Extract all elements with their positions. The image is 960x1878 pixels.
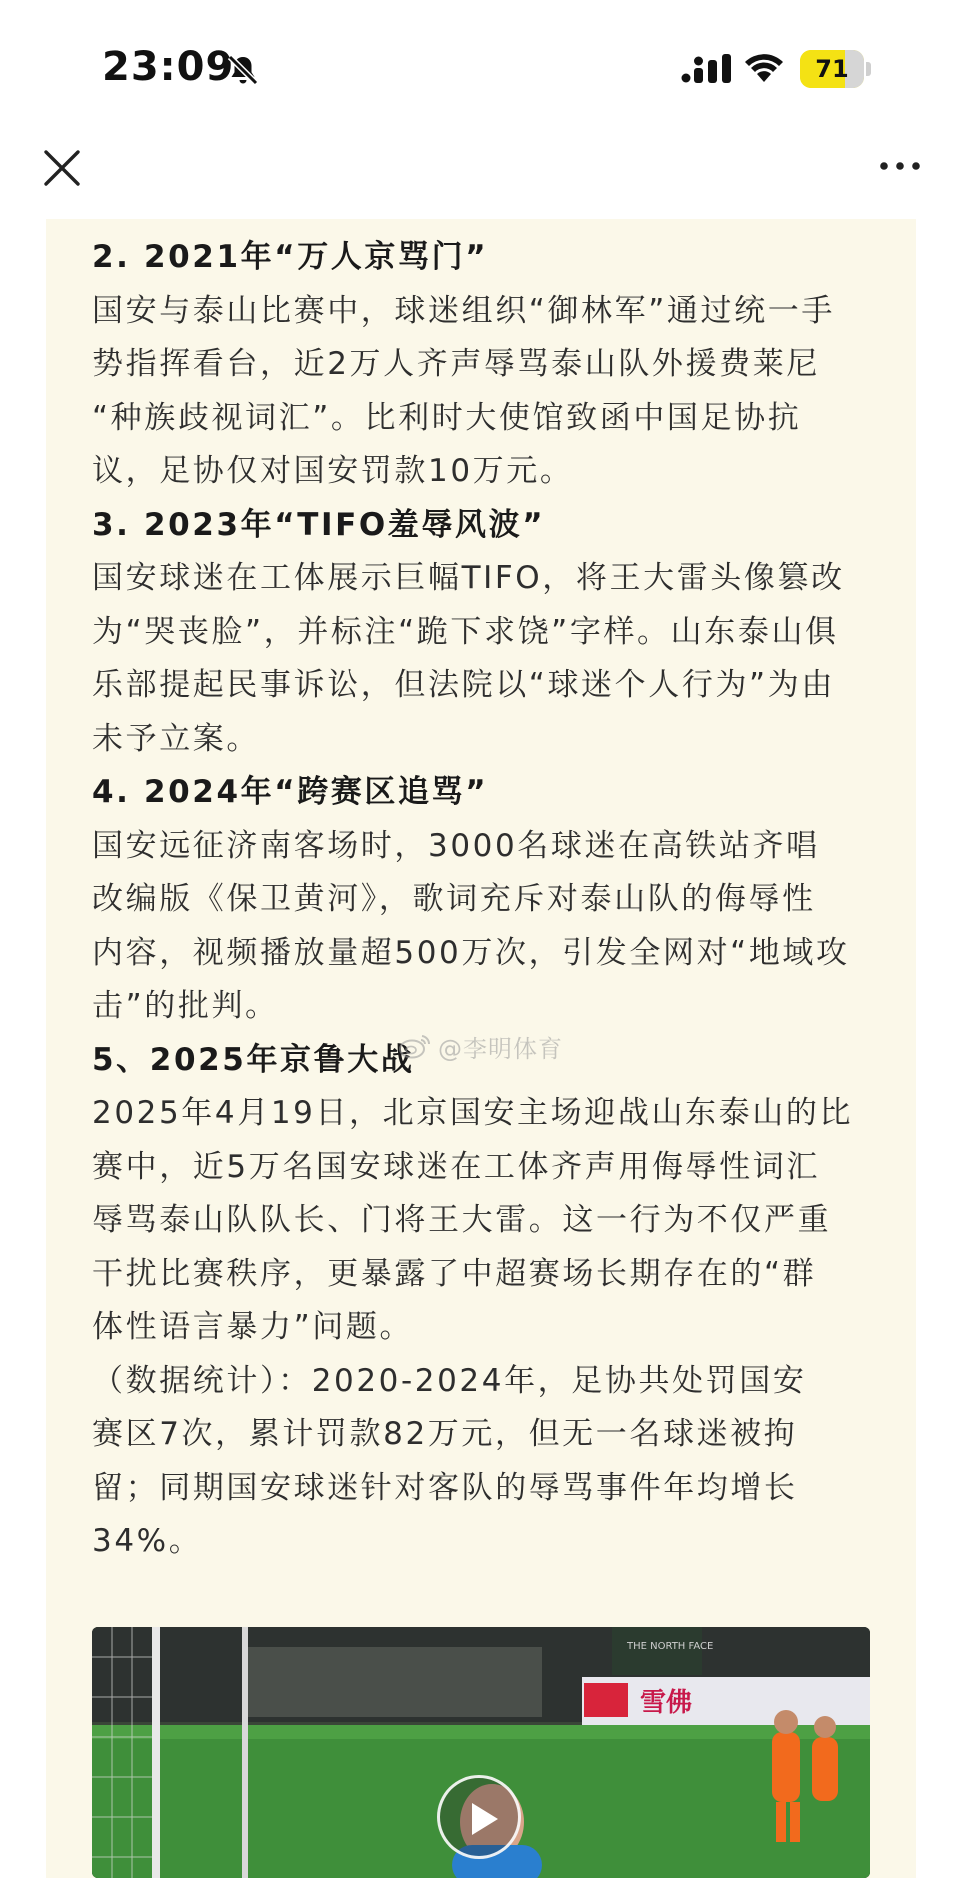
paragraph-line: 2025年4月19日，北京国安主场迎战山东泰山的比: [92, 1095, 854, 1131]
paragraph-line: “种族歧视词汇”。比利时大使馆致函中国足协抗: [92, 399, 802, 436]
paragraph-line: 赛中，近5万名国安球迷在工体齐声用侮辱性词汇: [92, 1148, 820, 1185]
paragraph-line: 议，足协仅对国安罚款10万元。: [92, 453, 574, 489]
paragraph-line: 赛区7次，累计罚款82万元，但无一名球迷被拘: [92, 1416, 798, 1452]
wifi-icon: [744, 52, 784, 84]
paragraph-line: 留；同期国安球迷针对客队的辱骂事件年均增长: [92, 1469, 798, 1506]
banner-brand: THE NORTH FACE: [627, 1641, 714, 1652]
section-heading: 3. 2023年“TIFO羞辱风波”: [92, 506, 546, 543]
paragraph-line: 辱骂泰山队队长、门将王大雷。这一行为不仅严重: [92, 1202, 832, 1238]
paragraph-line: 国安与泰山比赛中，球迷组织“御林军”通过统一手: [92, 292, 835, 329]
video-thumbnail[interactable]: [92, 1627, 870, 1878]
battery-percentage: 71: [815, 55, 849, 83]
paragraph-line: 国安远征济南客场时，3000名球迷在高铁站齐唱: [92, 827, 820, 864]
article-body: [92, 231, 882, 1569]
paragraph-line: （数据统计）：2020-2024年，足协共处罚国安: [92, 1362, 807, 1399]
watermark-text: @李明体育: [438, 1034, 563, 1063]
play-icon[interactable]: [437, 1775, 521, 1859]
status-bar: [0, 0, 960, 130]
paragraph-line: 未予立案。: [92, 720, 260, 757]
status-time: 23:09: [102, 44, 235, 90]
banner-sponsor: 雪佛: [640, 1688, 693, 1718]
paragraph-line: 内容，视频播放量超500万次，引发全网对“地域攻: [92, 934, 850, 971]
paragraph-line: 国安球迷在工体展示巨幅TIFO，将王大雷头像篡改: [92, 560, 845, 596]
more-icon[interactable]: [876, 154, 924, 178]
section-heading: 2. 2021年“万人京骂门”: [92, 239, 489, 275]
paragraph-line: 体性语言暴力”问题。: [92, 1309, 414, 1345]
battery-icon: [800, 50, 872, 88]
paragraph-line: 干扰比赛秩序，更暴露了中超赛场长期存在的“群: [92, 1255, 817, 1292]
bell-muted-icon: [225, 52, 261, 88]
paragraph-line: 势指挥看台，近2万人齐声辱骂泰山队外援费莱尼: [92, 346, 820, 382]
section-heading: 4. 2024年“跨赛区追骂”: [92, 774, 489, 810]
battery-cap: [866, 62, 871, 76]
paragraph-line: 为“哭丧脸”，并标注“跪下求饶”字样。山东泰山俱: [92, 613, 839, 650]
paragraph-line: 改编版《保卫黄河》，歌词充斥对泰山队的侮辱性: [92, 881, 816, 917]
paragraph-line: 34%。: [92, 1523, 203, 1559]
cellular-signal-icon: [680, 52, 734, 86]
section-heading: 5、2025年京鲁大战: [92, 1041, 415, 1078]
paragraph-line: 乐部提起民事诉讼，但法院以“球迷个人行为”为由: [92, 667, 835, 703]
close-icon[interactable]: [40, 146, 84, 190]
paragraph-line: 击”的批判。: [92, 988, 279, 1024]
